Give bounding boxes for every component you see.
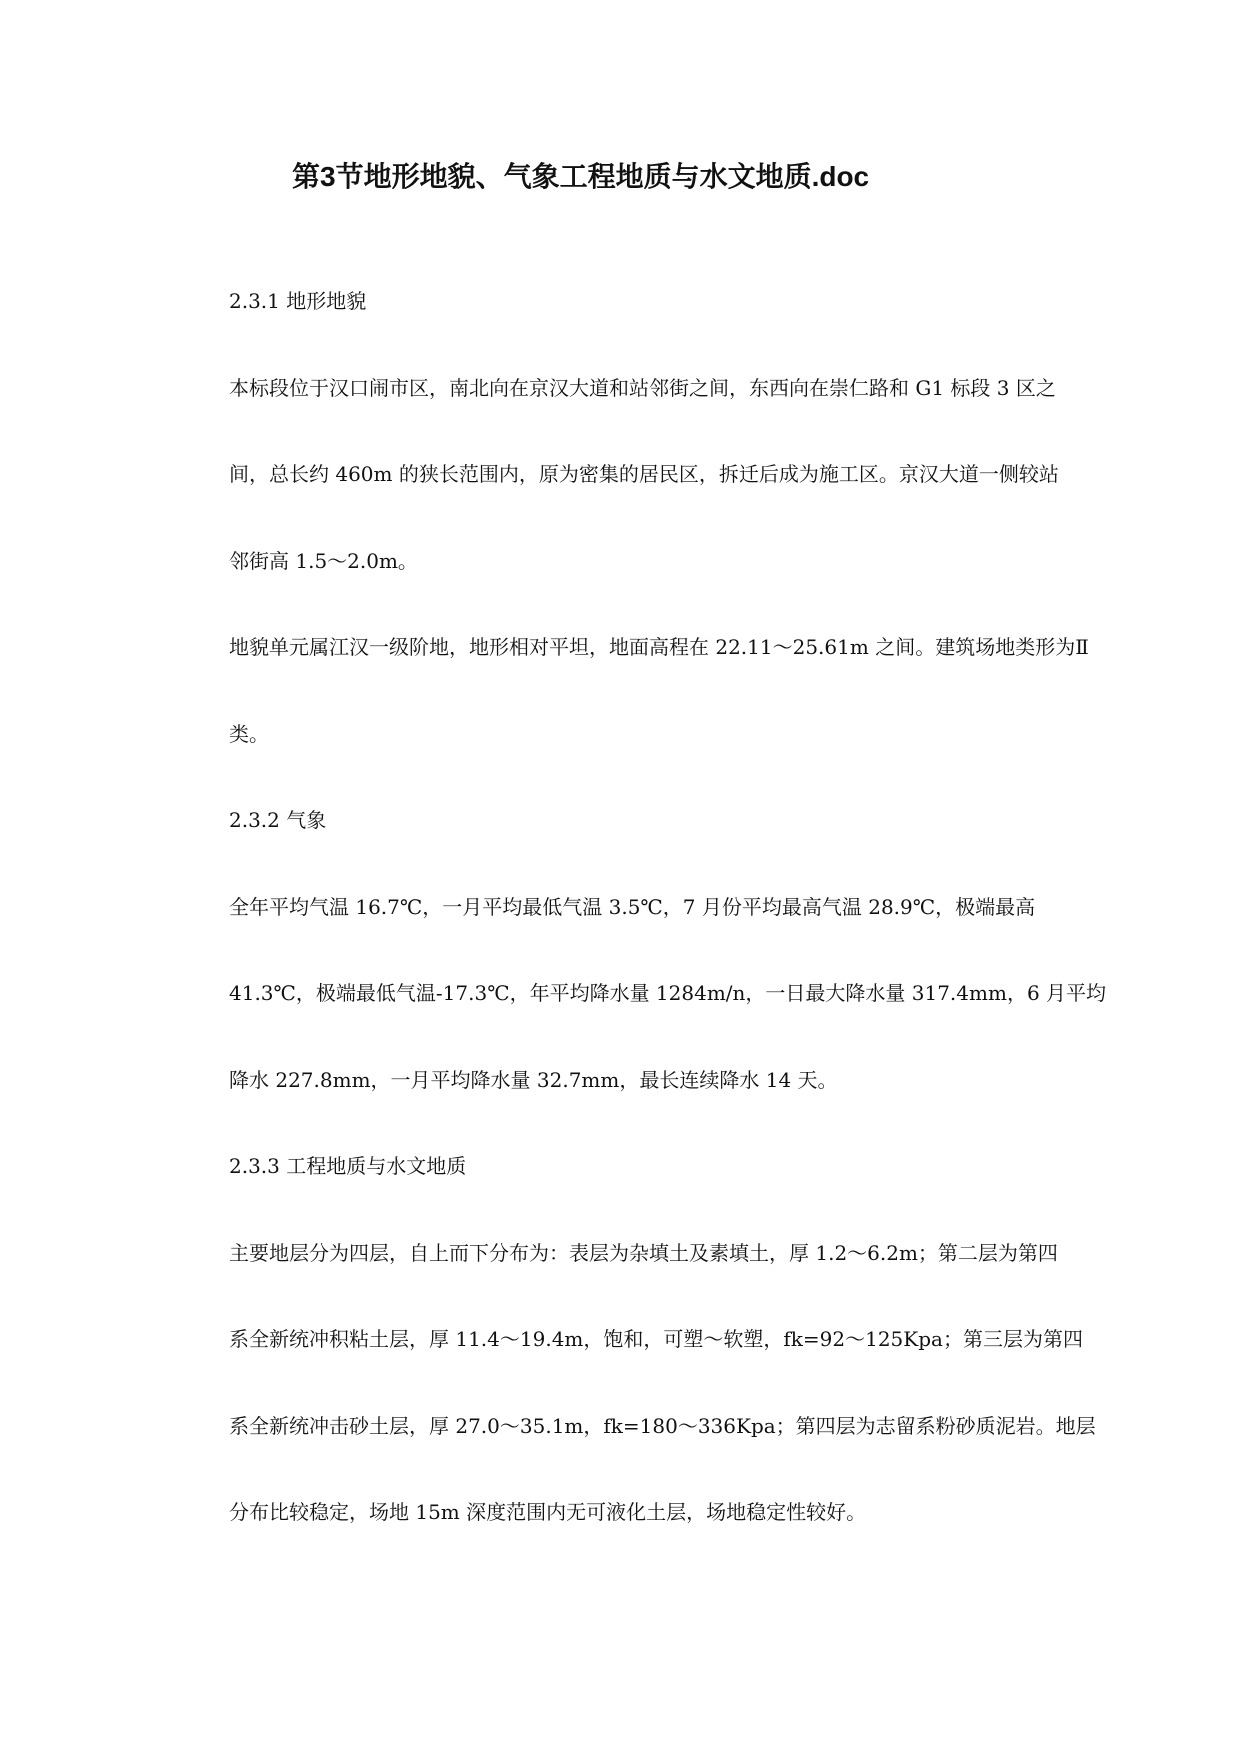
- paragraph-line: 本标段位于汉口闹市区，南北向在京汉大道和站邻街之间，东西向在崇仁路和 G1 标段 3 区之: [229, 375, 1056, 400]
- paragraph-line: 类。: [229, 721, 269, 746]
- section-heading-2-3-2: 2.3.2 气象: [229, 808, 327, 832]
- paragraph-line: 间，总长约 460m 的狭长范围内，原为密集的居民区，拆迁后成为施工区。京汉大道一侧较站: [229, 462, 1059, 486]
- paragraph-line: 邻街高 1.5～2.0m。: [229, 548, 418, 573]
- paragraph-line: 全年平均气温 16.7℃，一月平均最低气温 3.5℃，7 月份平均最高气温 28.9℃，极端最高: [229, 894, 1036, 919]
- section-heading-2-3-1: 2.3.1 地形地貌: [229, 289, 367, 313]
- document-body: [229, 258, 1119, 1556]
- paragraph-line: 系全新统冲积粘土层，厚 11.4～19.4m，饱和，可塑～软塑，fk=92～125Kpa；第三层为第四: [229, 1327, 1083, 1351]
- paragraph-line: 地貌单元属江汉一级阶地，地形相对平坦，地面高程在 22.11～25.61m 之间。建筑场地类形为Ⅱ: [229, 635, 1089, 659]
- paragraph-line: 降水 227.8mm，一月平均降水量 32.7mm，最长连续降水 14 天。: [229, 1067, 838, 1092]
- paragraph-line: 系全新统冲击砂土层，厚 27.0～35.1m，fk=180～336Kpa；第四层为志留系粉砂质泥岩。地层: [229, 1413, 1096, 1438]
- paragraph-line: 41.3℃，极端最低气温-17.3℃，年平均降水量 1284m/n，一日最大降水量 317.4mm，6 月平均: [229, 981, 1107, 1005]
- paragraph-line: 分布比较稳定，场地 15m 深度范围内无可液化土层，场地稳定性较好。: [229, 1500, 867, 1524]
- document-title: 第3节地形地貌、气象工程地质与水文地质.doc: [292, 161, 870, 192]
- paragraph-line: 主要地层分为四层，自上而下分布为：表层为杂填土及素填土，厚 1.2～6.2m；第二层为第四: [229, 1240, 1058, 1265]
- section-heading-2-3-3: 2.3.3 工程地质与水文地质: [229, 1154, 467, 1178]
